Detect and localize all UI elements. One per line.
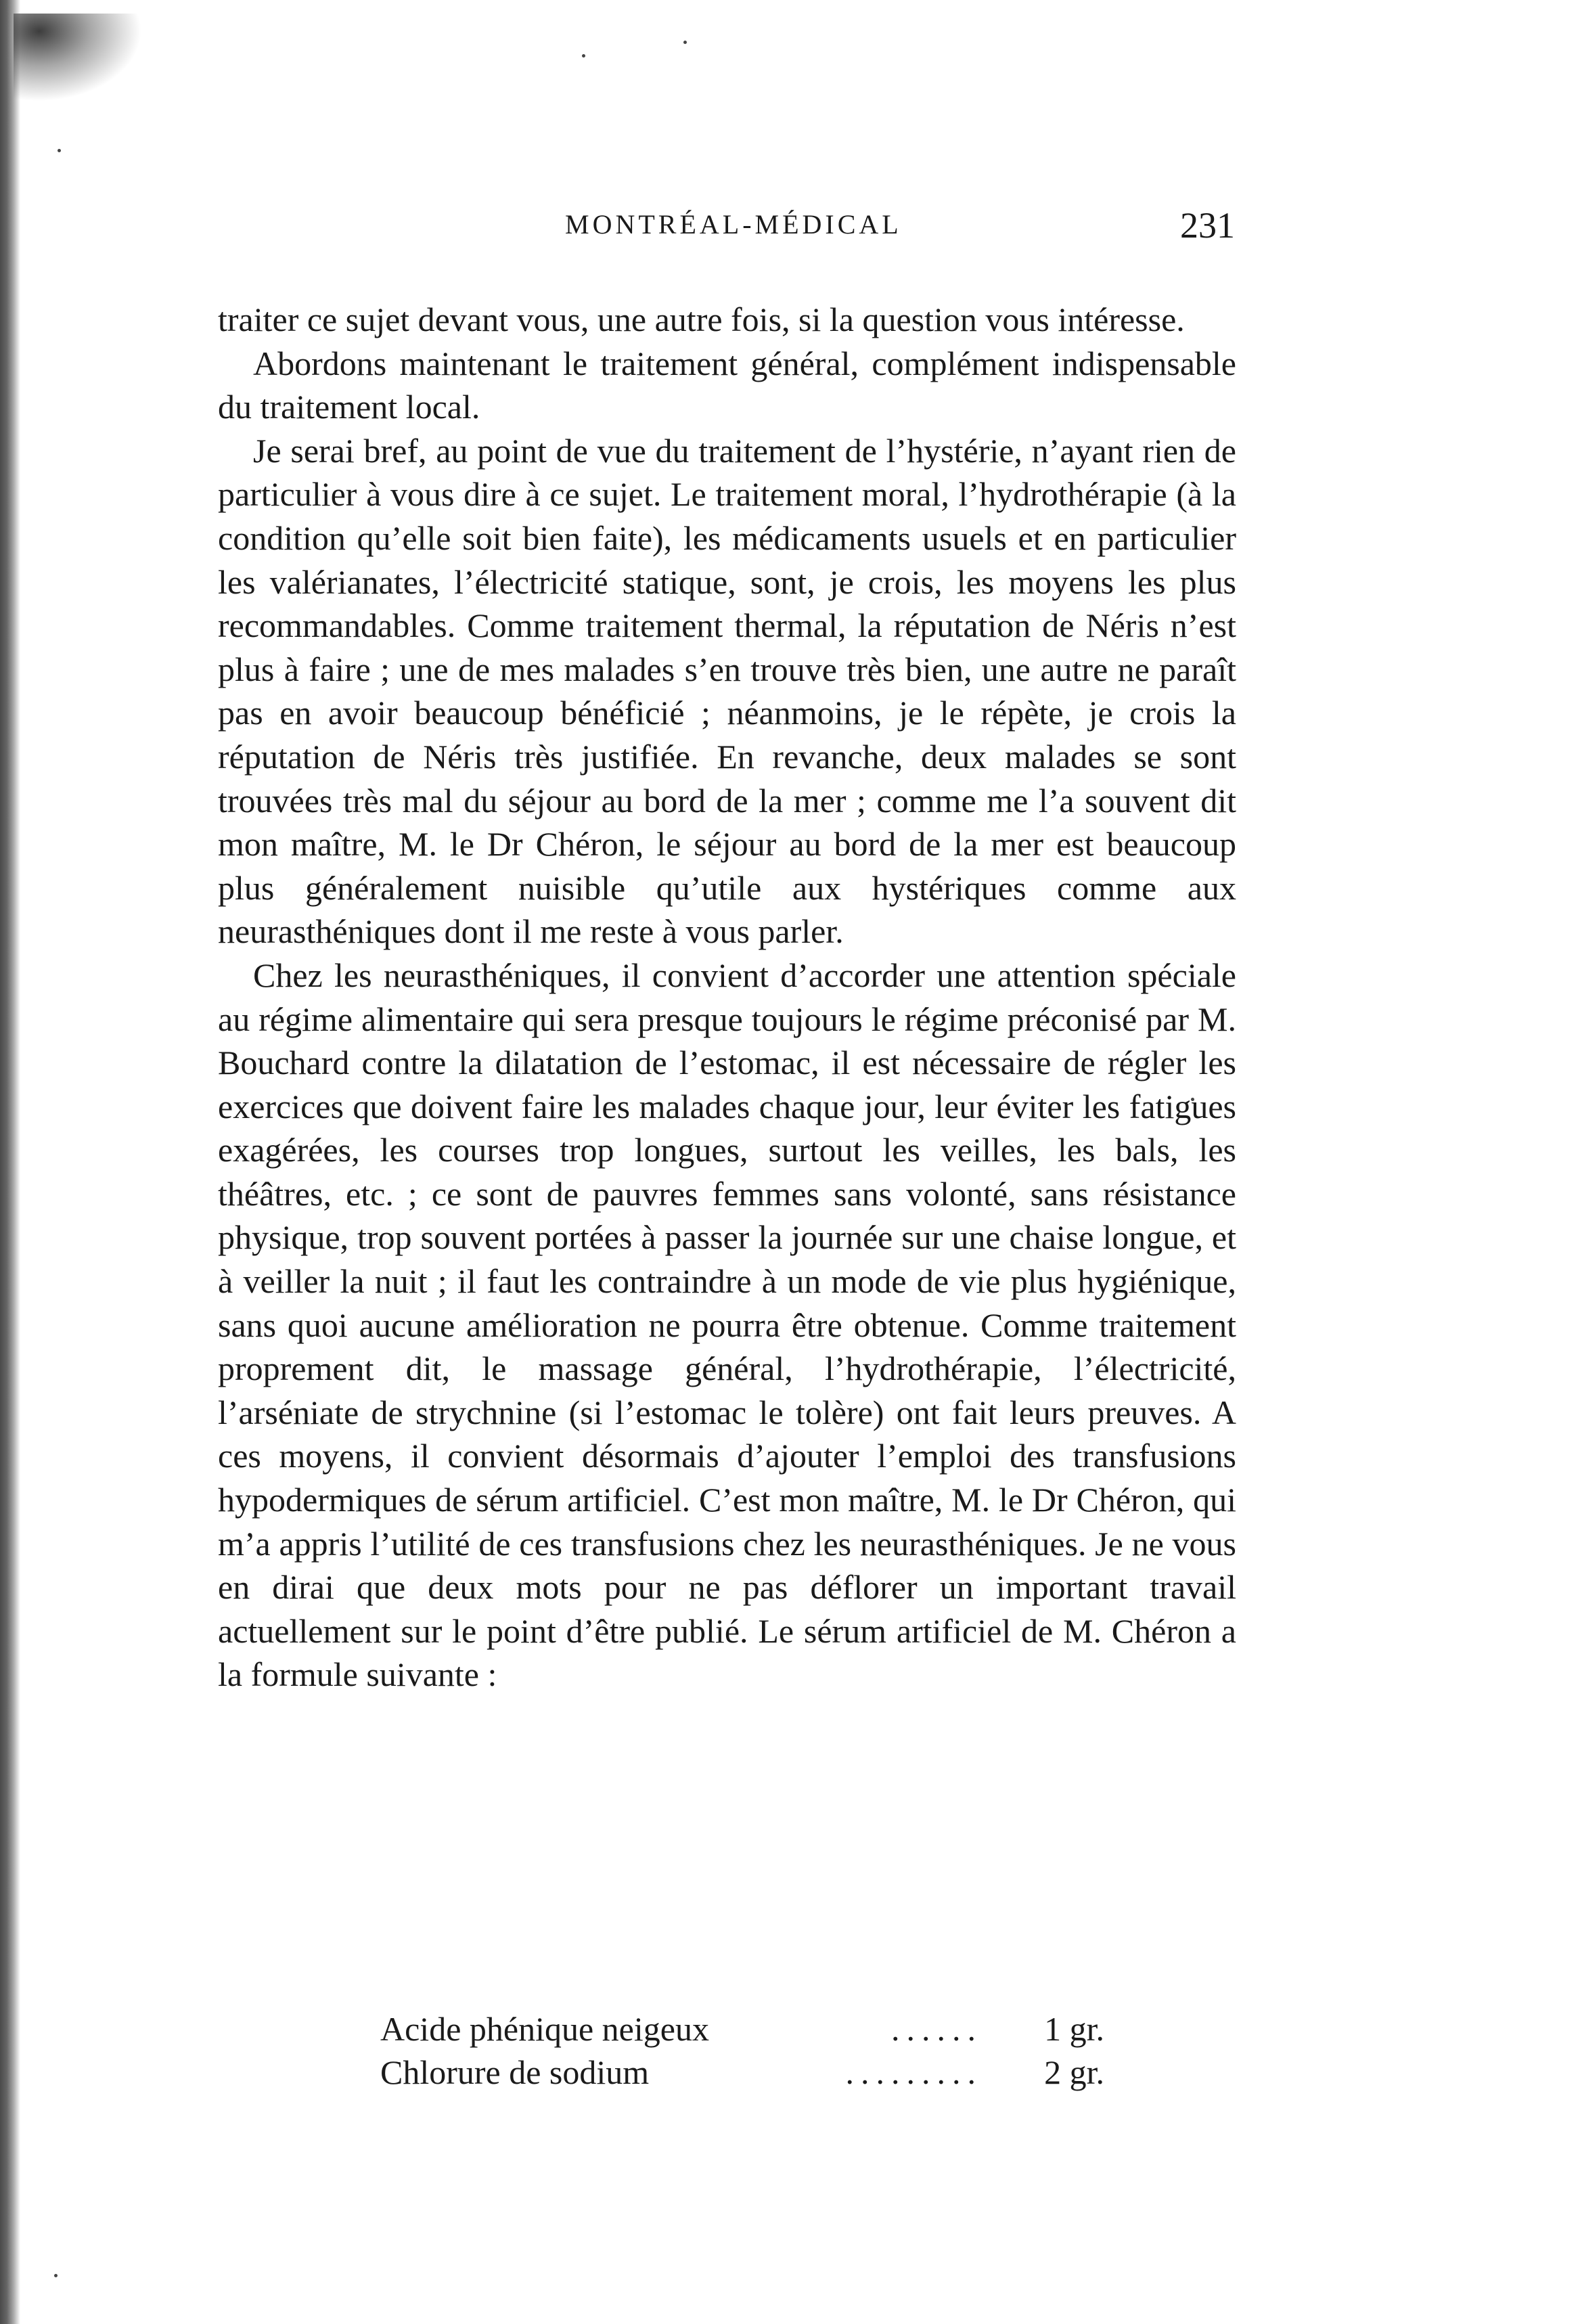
paragraph: traiter ce sujet devant vous, une autre fois, si la question vous intéresse.	[218, 300, 1185, 338]
paragraph: Je serai bref, au point de vue du traitement de l’hystérie, n’ayant rien de particulier à vous dire à ce sujet. Le traitement moral, l’hydrothérapie (à la condition qu’elle soit bien faite), les médicaments usuels et en particulier les valérianates, l’électricité statique, sont, je crois, les moyens les plus recommandables. Comme traitement thermal, la réputation de Néris n’est plus à faire ; une de mes malades s’en trouve très bien, une autre ne paraît pas en avoir beaucoup bénéficié ; néanmoins, je le répète, je crois la réputation de Néris très justifiée. En revanche, deux malades se sont trouvées très mal du séjour au bord de la mer ; comme me l’a souvent dit mon maître, M. le Dr Chéron, le séjour au bord de la mer est beaucoup plus généralement nuisible qu’utile aux hystériques comme aux neurasthéniques dont il me reste à vous parler.	[218, 431, 1236, 951]
paragraph: Chez les neurasthéniques, il convient d’accorder une attention spéciale au régime alimentaire qui sera presque toujours le régime préconisé par M. Bouchard contre la dilatation de l’estomac, il est nécessaire de régler les exercices que doivent faire les malades chaque jour, leur éviter les fatigues exagérées, les courses trop longues, surtout les veilles, les bals, les théâtres, etc. ; ce sont de pauvres femmes sans volonté, sans résistance physique, trop souvent portées à passer la journée sur une chaise longue, et à veiller la nuit ; il faut les contraindre à un mode de vie plus hygiénique, sans quoi aucune amélioration ne pourra être obtenue. Comme traitement proprement dit, le massage général, l’hydrothérapie, l’électricité, l’arséniate de strychnine (si l’estomac le tolère) ont fait leurs preuves. A ces moyens, il convient désormais d’ajouter l’emploi des transfusions hypodermiques de sérum artificiel. C’est mon maître, M. le Dr Chéron, qui m’a appris l’utilité de ces transfusions chez les neurasthéniques. Je ne vous en dirai que deux mots pour ne pas déflorer un important travail actuellement sur le point d’être publié. Le sérum artificiel de M. Chéron a la formule suivante :	[218, 956, 1236, 1694]
page-header	[217, 205, 1235, 249]
paragraph: Abordons maintenant le traitement général, complément indispensable du traitement local.	[218, 344, 1236, 426]
formula-quantity: 1 gr.	[1044, 2010, 1104, 2048]
formula-row	[380, 2051, 1104, 2094]
scan-speck	[683, 41, 687, 44]
formula-leader-dots: ......	[891, 2010, 983, 2048]
scan-speck	[58, 149, 61, 152]
page-binding-edge	[0, 0, 20, 2324]
scan-speck	[582, 54, 585, 58]
scan-corner-smudge	[14, 14, 142, 102]
formula-leader-dots: .........	[845, 2053, 983, 2091]
running-title: MONTRÉAL-MÉDICAL	[565, 209, 902, 240]
formula-ingredient: Acide phénique neigeux	[380, 2010, 709, 2048]
body-text	[218, 298, 1236, 1697]
formula-ingredient: Chlorure de sodium	[380, 2053, 650, 2091]
formula-quantity: 2 gr.	[1044, 2053, 1104, 2091]
scan-speck	[54, 2274, 58, 2277]
formula-row	[380, 2007, 1104, 2051]
page-number: 231	[1180, 205, 1235, 246]
formula-list	[380, 2007, 1104, 2094]
